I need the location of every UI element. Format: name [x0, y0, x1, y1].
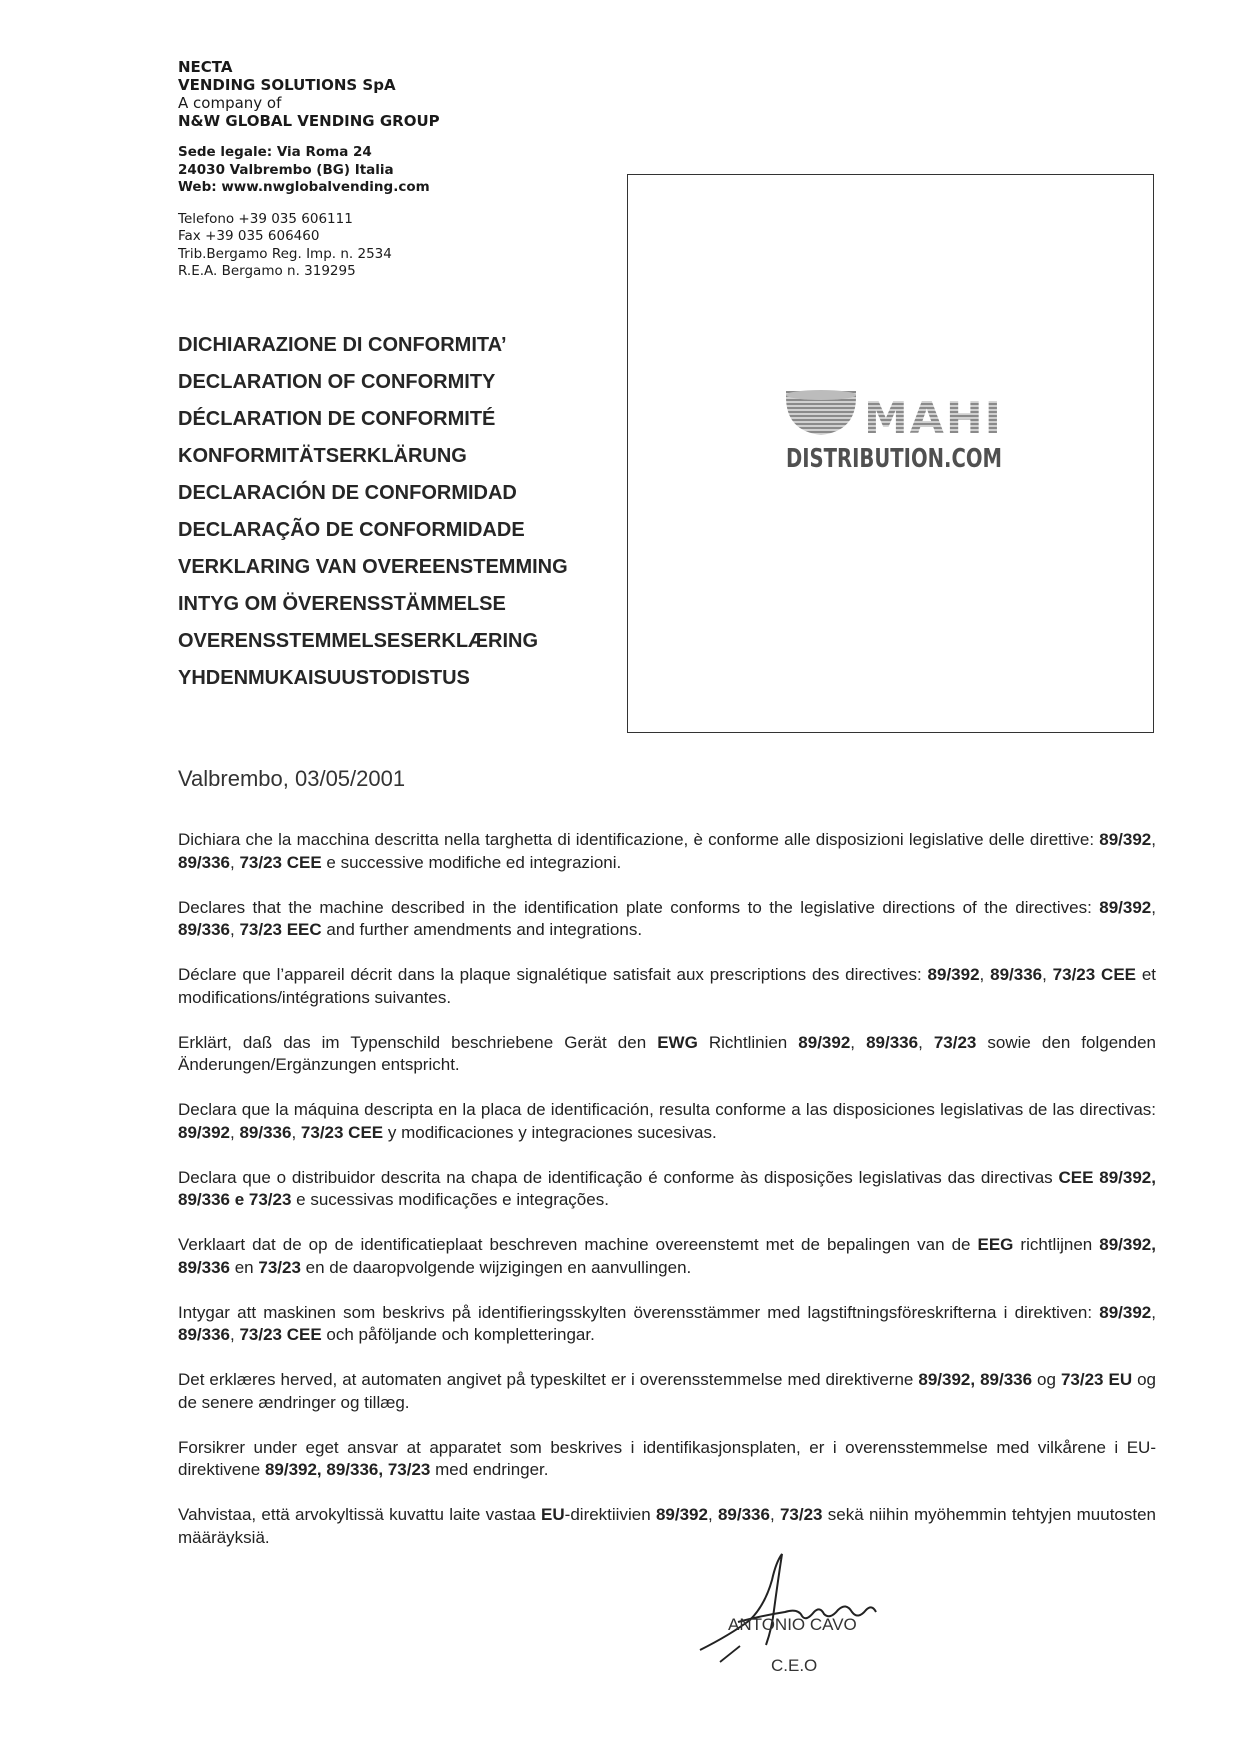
paragraph-text: richtlijnen [1013, 1235, 1100, 1254]
paragraph-text: et modifications/intégrations suivantes. [178, 965, 1157, 1007]
paragraph-text: e sucessivas modificações e integrações. [291, 1190, 609, 1209]
directive-reference: 89/336 [866, 1032, 919, 1052]
directive-reference: 89/392 [178, 1122, 230, 1142]
company-fax: Fax +39 035 606460 [178, 228, 320, 244]
paragraph-text: e successive modifiche ed integrazioni. [321, 852, 622, 872]
company-web: Web: www.nwglobalvending.com [178, 179, 430, 195]
directive-reference: 89/336 [178, 920, 230, 939]
directive-reference: 89/392 [1099, 1302, 1152, 1322]
declaration-paragraph-english [178, 897, 1156, 942]
title-danish: OVERENSSTEMMELSESERKLÆRING [178, 630, 539, 652]
logo-wordmark: MAHI [864, 393, 1004, 444]
declaration-paragraph-italian [178, 829, 1156, 874]
declaration-paragraphs [178, 829, 1156, 1572]
paragraph-text: , [1151, 1302, 1156, 1322]
handwritten-signature [690, 1550, 890, 1670]
directive-reference: 89/336 [717, 1505, 770, 1524]
paragraph-text: Dichiara che la macchina descritta nella targhetta di identificazione, è conforme alle disposizioni legislative delle direttive: [178, 830, 1100, 849]
directive-reference: 73/23 [779, 1505, 823, 1524]
paragraph-text: och påföljande och kompletteringar. [321, 1325, 595, 1344]
paragraph-text: en [230, 1257, 259, 1277]
declaration-paragraph-swedish [178, 1302, 1156, 1347]
paragraph-text: , [230, 920, 240, 939]
declaration-paragraph-dutch [178, 1234, 1156, 1279]
directive-reference: 73/23 EEC [239, 920, 322, 939]
directive-reference: CEE 89/392, 89/336 e 73/23 [178, 1167, 1156, 1209]
company-phone: Telefono +39 035 606111 [178, 210, 353, 227]
title-italian: DICHIARAZIONE DI CONFORMITA’ [178, 334, 507, 356]
paragraph-text: , [769, 1505, 780, 1524]
paragraph-text: , [1151, 830, 1156, 849]
title-finnish: YHDENMUKAISUUSTODISTUS [178, 667, 470, 689]
paragraph-text: -direktiivien [564, 1505, 656, 1524]
paragraph-text: Forsikrer under eget ansvar at apparatet som beskrives i identifikasjonsplaten, er i overensstemmelse med vilkårene i EU-direktivene [178, 1437, 1156, 1479]
declaration-paragraph-danish [178, 1369, 1156, 1414]
directive-reference: 89/336 [239, 1122, 292, 1142]
directive-reference: EWG [657, 1032, 698, 1052]
declaration-paragraph-portuguese [178, 1167, 1156, 1212]
paragraph-text: Declares that the machine described in the identification plate conforms to the legislative directions of the directives: [178, 897, 1100, 917]
paragraph-text: , [291, 1122, 301, 1142]
company-name: NECTA [178, 58, 233, 76]
title-german: KONFORMITÄTSERKLÄRUNG [178, 445, 467, 467]
paragraph-text: sekä niihin myöhemmin tehtyjen muutosten määräyksiä. [178, 1505, 1157, 1547]
stamp-box [627, 174, 1154, 733]
place-and-date: Valbrembo, 03/05/2001 [178, 766, 406, 791]
paragraph-text: Richtlinien [697, 1032, 799, 1052]
paragraph-text: Erklärt, daß das im Typenschild beschriebene Gerät den [178, 1032, 658, 1052]
directive-reference: 73/23 EU [1060, 1370, 1133, 1389]
paragraph-text: Verklaart dat de op de identificatieplaat beschreven machine overeenstemt met de bepalingen van de [178, 1235, 978, 1254]
company-rea: R.E.A. Bergamo n. 319295 [178, 263, 356, 279]
company-of-label: A company of [178, 94, 282, 112]
company-group: N&W GLOBAL VENDING GROUP [178, 112, 440, 130]
company-trib: Trib.Bergamo Reg. Imp. n. 2534 [178, 245, 392, 262]
company-address-2: 24030 Valbrembo (BG) Italia [178, 161, 394, 178]
directive-reference: EU [541, 1505, 565, 1524]
company-address-block [178, 144, 440, 197]
directive-reference: 73/23 [933, 1032, 977, 1052]
directive-reference: 89/392 [655, 1505, 708, 1524]
paragraph-text: Det erklæres herved, at automaten angivet på typeskiltet er i overensstemmelse med direktiverne [178, 1370, 919, 1389]
paragraph-text: , [230, 1122, 240, 1142]
paragraph-text: Vahvistaa, että arvokyltissä kuvattu laite vastaa [178, 1505, 542, 1524]
directive-reference: 89/392 [1099, 830, 1152, 849]
directive-reference: 89/336 [178, 852, 230, 872]
paragraph-text: , [230, 852, 240, 872]
paragraph-text: Intygar att maskinen som beskrivs på identifieringsskylten överensstämmer med lagstiftningsföreskrifterna i direktiven: [178, 1302, 1100, 1322]
directive-reference: 89/392, 89/336 [918, 1370, 1033, 1389]
paragraph-text: , [850, 1032, 867, 1052]
paragraph-text: and further amendments and integrations. [321, 920, 643, 939]
directive-reference: 89/336 [990, 965, 1043, 984]
paragraph-text: med endringer. [430, 1460, 549, 1479]
directive-reference: 89/392, 89/336, 73/23 [264, 1460, 431, 1479]
signatory-name: ANTONIO CAVO [728, 1615, 857, 1634]
paragraph-text: , [707, 1505, 718, 1524]
signatory-role: C.E.O [771, 1656, 818, 1675]
directive-reference: 73/23 CEE [1052, 965, 1136, 984]
paragraph-text: Declara que o distribuidor descrita na chapa de identificação é conforme às disposições legislativas das directivas [178, 1167, 1059, 1187]
directive-reference: 73/23 [258, 1257, 301, 1277]
paragraph-text: , [1042, 965, 1053, 984]
declaration-paragraph-finnish [178, 1504, 1156, 1549]
company-full-name: VENDING SOLUTIONS SpA [178, 76, 396, 94]
title-portuguese: DECLARAÇÃO DE CONFORMIDADE [178, 519, 525, 541]
paragraph-text: Déclare que l’appareil décrit dans la plaque signalétique satisfait aux prescriptions des directives: [178, 965, 928, 984]
directive-reference: 89/392 [1099, 897, 1152, 917]
paragraph-text: y modificaciones y integraciones sucesivas. [383, 1122, 717, 1142]
directive-reference: EEG [977, 1235, 1014, 1254]
paragraph-text: en de daaropvolgende wijzigingen en aanvullingen. [300, 1257, 692, 1277]
declaration-titles [178, 327, 568, 697]
paragraph-text: , [1151, 897, 1156, 917]
title-english: DECLARATION OF CONFORMITY [178, 371, 496, 393]
directive-reference: 73/23 CEE [239, 1325, 322, 1344]
title-swedish: INTYG OM ÖVERENSSTÄMMELSE [178, 593, 506, 615]
declaration-paragraph-norwegian [178, 1437, 1156, 1482]
title-french: DÉCLARATION DE CONFORMITÉ [178, 408, 496, 430]
directive-reference: 89/392 [798, 1032, 851, 1052]
company-address-1: Sede legale: Via Roma 24 [178, 144, 372, 160]
directive-reference: 89/336 [178, 1325, 230, 1344]
mahi-distribution-logo [784, 387, 1004, 473]
company-header [178, 58, 440, 281]
paragraph-text: , [979, 965, 991, 984]
paragraph-text: Declara que la máquina descripta en la placa de identificación, resulta conforme a las disposiciones legislativas de las directivas: [178, 1100, 1156, 1119]
directive-reference: 89/392 [927, 965, 980, 984]
paragraph-text: , [918, 1032, 934, 1052]
company-name-block [178, 58, 440, 130]
paragraph-text: , [230, 1325, 240, 1344]
logo-domain: DISTRIBUTION.COM [786, 444, 1002, 474]
declaration-paragraph-german [178, 1032, 1156, 1077]
declaration-paragraph-spanish [178, 1099, 1156, 1144]
directive-reference: 89/392, 89/336 [178, 1235, 1156, 1277]
paragraph-text: og de senere ændringer og tillæg. [178, 1370, 1156, 1412]
company-registration-block [178, 211, 440, 281]
title-dutch: VERKLARING VAN OVEREENSTEMMING [178, 556, 568, 578]
paragraph-text: og [1032, 1370, 1061, 1389]
title-spanish: DECLARACIÓN DE CONFORMIDAD [178, 482, 517, 504]
paragraph-text: sowie den folgenden Änderungen/Ergänzungen entspricht. [178, 1032, 1156, 1074]
directive-reference: 73/23 CEE [239, 852, 322, 872]
declaration-paragraph-french [178, 964, 1156, 1009]
directive-reference: 73/23 CEE [300, 1122, 384, 1142]
